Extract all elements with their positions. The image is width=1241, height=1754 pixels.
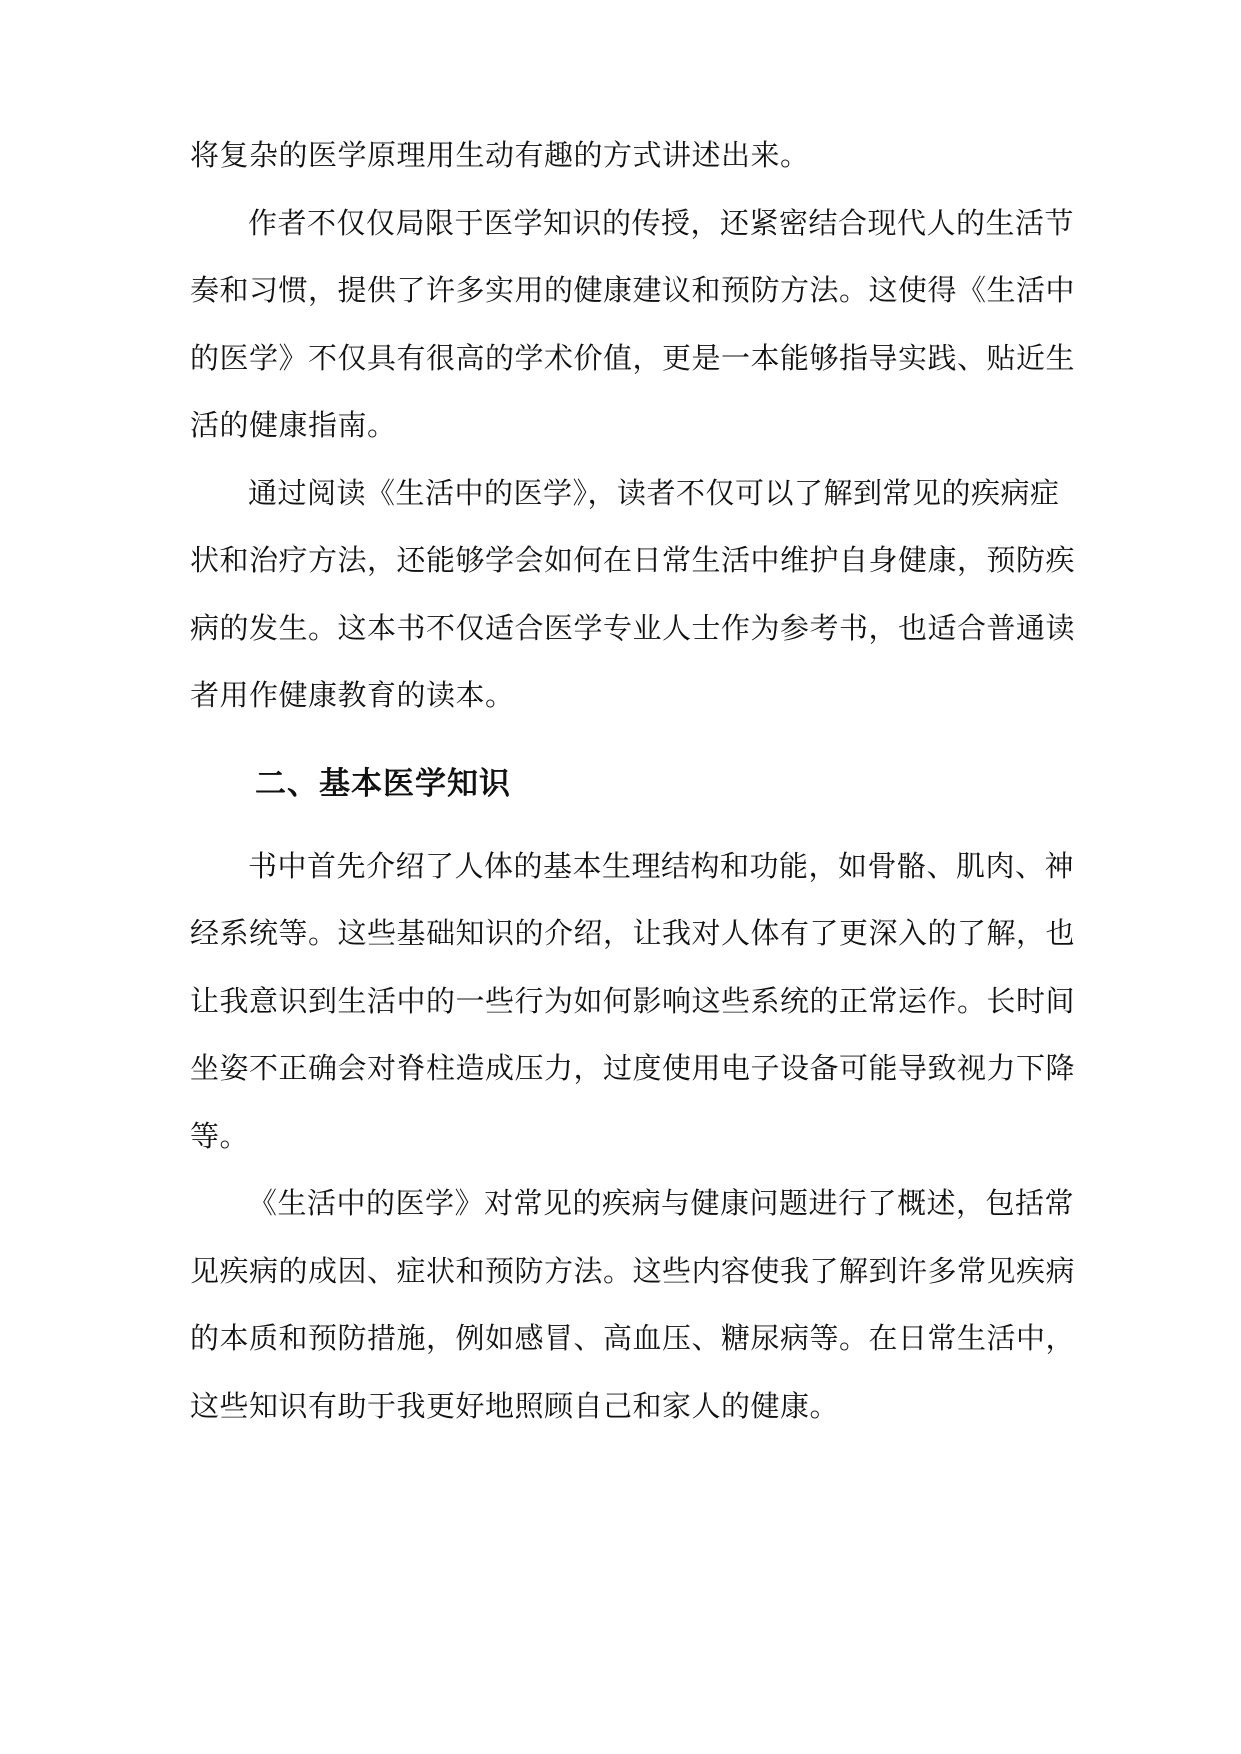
text-line: 见疾病的成因、症状和预防方法。这些内容使我了解到许多常见疾病 bbox=[190, 1254, 1076, 1288]
text-line: 病的发生。这本书不仅适合医学专业人士作为参考书，也适合普通读 bbox=[190, 611, 1076, 645]
text-line: 奏和习惯，提供了许多实用的健康建议和预防方法。这使得《生活中 bbox=[190, 273, 1076, 307]
text-line: 活的健康指南。 bbox=[190, 408, 397, 442]
paragraph-first-line: 作者不仅仅局限于医学知识的传授，还紧密结合现代人的生活节 bbox=[248, 206, 1075, 240]
text-line: 将复杂的医学原理用生动有趣的方式讲述出来。 bbox=[190, 138, 810, 172]
text-line: 让我意识到生活中的一些行为如何影响这些系统的正常运作。长时间 bbox=[190, 984, 1076, 1018]
text-line: 的医学》不仅具有很高的学术价值，更是一本能够指导实践、贴近生 bbox=[190, 341, 1076, 375]
paragraph-first-line: 《生活中的医学》对常见的疾病与健康问题进行了概述，包括常 bbox=[248, 1186, 1075, 1220]
section-heading: 二、基本医学知识 bbox=[255, 766, 511, 802]
text-line: 坐姿不正确会对脊柱造成压力，过度使用电子设备可能导致视力下降 bbox=[190, 1051, 1076, 1085]
text-line: 这些知识有助于我更好地照顾自己和家人的健康。 bbox=[190, 1389, 840, 1423]
text-line: 经系统等。这些基础知识的介绍，让我对人体有了更深入的了解，也 bbox=[190, 916, 1076, 950]
text-line: 等。 bbox=[190, 1119, 250, 1153]
text-line: 状和治疗方法，还能够学会如何在日常生活中维护自身健康，预防疾 bbox=[190, 543, 1076, 577]
paragraph-first-line: 书中首先介绍了人体的基本生理结构和功能，如骨骼、肌肉、神 bbox=[248, 849, 1075, 883]
paragraph-first-line: 通过阅读《生活中的医学》，读者不仅可以了解到常见的疾病症 bbox=[248, 476, 1060, 510]
text-line: 者用作健康教育的读本。 bbox=[190, 678, 515, 712]
text-line: 的本质和预防措施，例如感冒、高血压、糖尿病等。在日常生活中， bbox=[190, 1321, 1076, 1355]
